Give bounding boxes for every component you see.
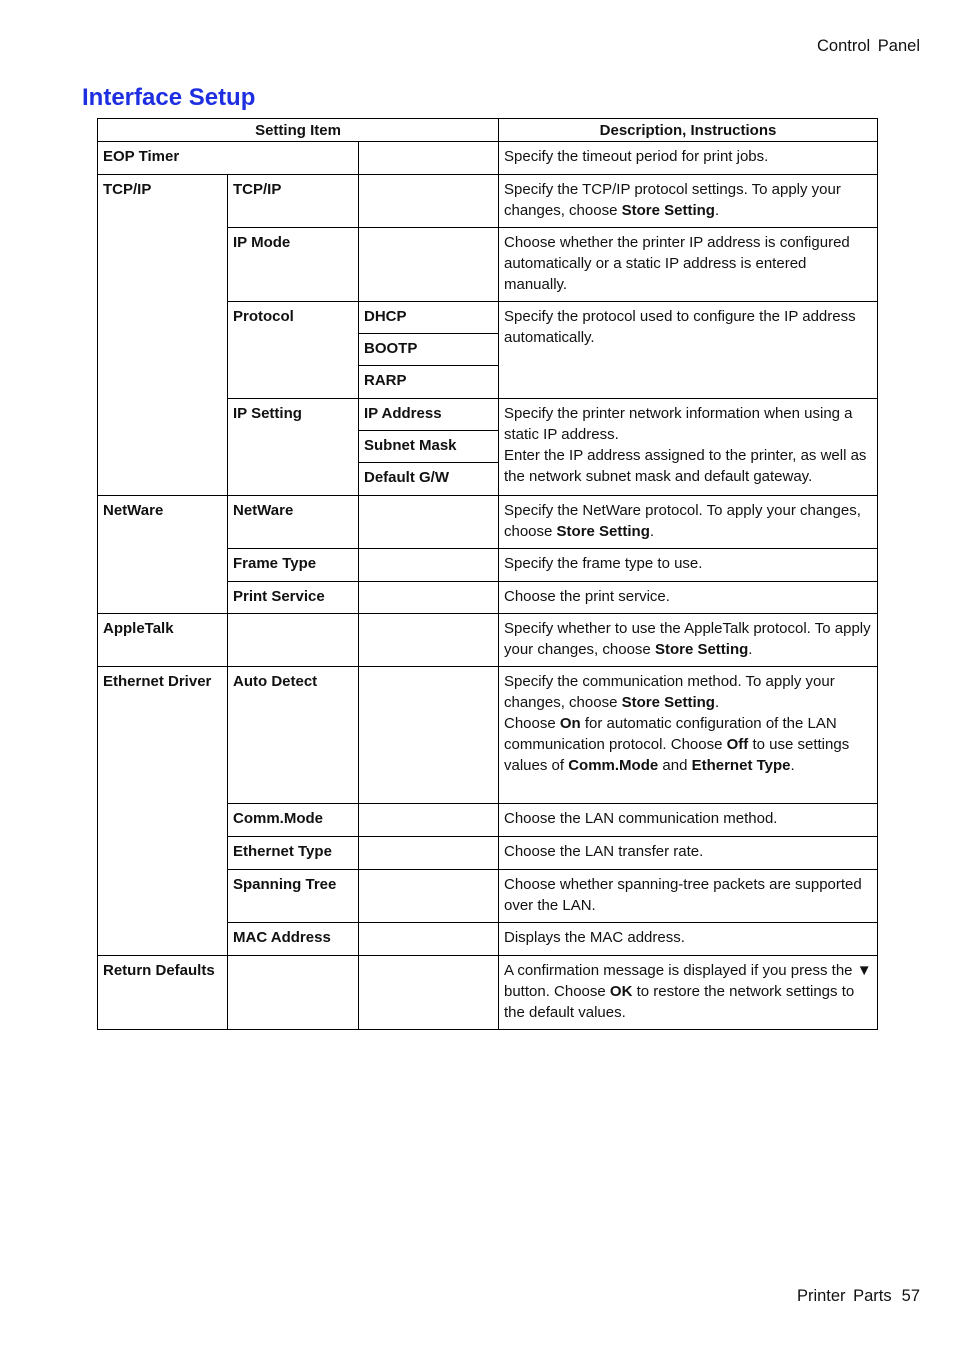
table-row — [98, 496, 878, 549]
setting-netware-group: NetWare — [98, 496, 228, 614]
setting-print-service: Print Service — [228, 582, 359, 614]
empty-cell — [359, 667, 499, 804]
desc-print-service: Choose the print service. — [499, 582, 878, 614]
setting-protocol: Protocol — [228, 302, 359, 399]
setting-ethernet-driver: Ethernet Driver — [98, 667, 228, 956]
desc-netware: Specify the NetWare protocol. To apply your changes, choose Store Setting. — [499, 496, 878, 549]
desc-comm-mode: Choose the LAN communication method. — [499, 804, 878, 837]
empty-cell — [359, 496, 499, 549]
empty-cell — [228, 614, 359, 667]
empty-cell — [359, 582, 499, 614]
setting-spanning-tree: Spanning Tree — [228, 870, 359, 923]
desc-mac-address: Displays the MAC address. — [499, 923, 878, 956]
header-setting-item: Setting Item — [98, 119, 499, 142]
option-bootp: BOOTP — [359, 334, 499, 366]
empty-cell — [359, 870, 499, 923]
setting-ip-setting: IP Setting — [228, 399, 359, 496]
empty-cell — [359, 228, 499, 302]
option-subnet-mask: Subnet Mask — [359, 431, 499, 463]
setting-ip-mode: IP Mode — [228, 228, 359, 302]
option-default-gw: Default G/W — [359, 463, 499, 496]
empty-cell — [359, 142, 499, 175]
setting-mac-address: MAC Address — [228, 923, 359, 956]
desc-return-defaults: A confirmation message is displayed if you press the ▼ button. Choose OK to restore the network settings to the default values. — [499, 956, 878, 1030]
desc-ip-mode: Choose whether the printer IP address is configured automatically or a static IP address is entered manually. — [499, 228, 878, 302]
setting-netware: NetWare — [228, 496, 359, 549]
empty-cell — [359, 804, 499, 837]
page-footer — [797, 1287, 920, 1306]
desc-ethernet-type: Choose the LAN transfer rate. — [499, 837, 878, 870]
empty-cell — [359, 549, 499, 582]
running-header: Control Panel — [817, 37, 920, 55]
desc-auto-detect: Specify the communication method. To apply your changes, choose Store Setting. Choose On for automatic configuration of the LAN communication protocol. Choose Off to use settings values of Comm.Mode and Ethernet Type. — [499, 667, 878, 804]
empty-cell — [359, 175, 499, 228]
empty-cell — [359, 923, 499, 956]
table-row — [98, 956, 878, 1030]
empty-cell — [228, 956, 359, 1030]
desc-tcpip: Specify the TCP/IP protocol settings. To apply your changes, choose Store Setting. — [499, 175, 878, 228]
desc-spanning-tree: Choose whether spanning-tree packets are supported over the LAN. — [499, 870, 878, 923]
header-description: Description, Instructions — [499, 119, 878, 142]
setting-tcpip-group: TCP/IP — [98, 175, 228, 496]
option-rarp: RARP — [359, 366, 499, 399]
setting-tcpip: TCP/IP — [228, 175, 359, 228]
setting-appletalk: AppleTalk — [98, 614, 228, 667]
setting-eop-timer: EOP Timer — [98, 142, 359, 175]
desc-frame-type: Specify the frame type to use. — [499, 549, 878, 582]
setting-return-defaults: Return Defaults — [98, 956, 228, 1030]
empty-cell — [359, 614, 499, 667]
empty-cell — [359, 837, 499, 870]
setting-auto-detect: Auto Detect — [228, 667, 359, 804]
table-row — [98, 614, 878, 667]
table-row — [98, 667, 878, 804]
setting-ethernet-type: Ethernet Type — [228, 837, 359, 870]
empty-cell — [359, 956, 499, 1030]
desc-protocol: Specify the protocol used to configure the IP address automatically. — [499, 302, 878, 399]
table-header-row — [98, 119, 878, 142]
page-title: Interface Setup — [82, 84, 256, 111]
table-row — [98, 175, 878, 228]
page-number: 57 — [901, 1287, 920, 1305]
desc-appletalk: Specify whether to use the AppleTalk protocol. To apply your changes, choose Store Setting. — [499, 614, 878, 667]
option-dhcp: DHCP — [359, 302, 499, 334]
option-ip-address: IP Address — [359, 399, 499, 431]
setting-comm-mode: Comm.Mode — [228, 804, 359, 837]
interface-setup-table — [97, 118, 878, 1030]
setting-frame-type: Frame Type — [228, 549, 359, 582]
table-row — [98, 142, 878, 175]
desc-ip-setting: Specify the printer network information when using a static IP address. Enter the IP address assigned to the printer, as well as the network subnet mask and default gateway. — [499, 399, 878, 496]
footer-section: Printer Parts — [796, 1287, 892, 1305]
down-arrow-icon: ▼ — [856, 962, 872, 979]
desc-eop-timer: Specify the timeout period for print jobs. — [499, 142, 878, 175]
